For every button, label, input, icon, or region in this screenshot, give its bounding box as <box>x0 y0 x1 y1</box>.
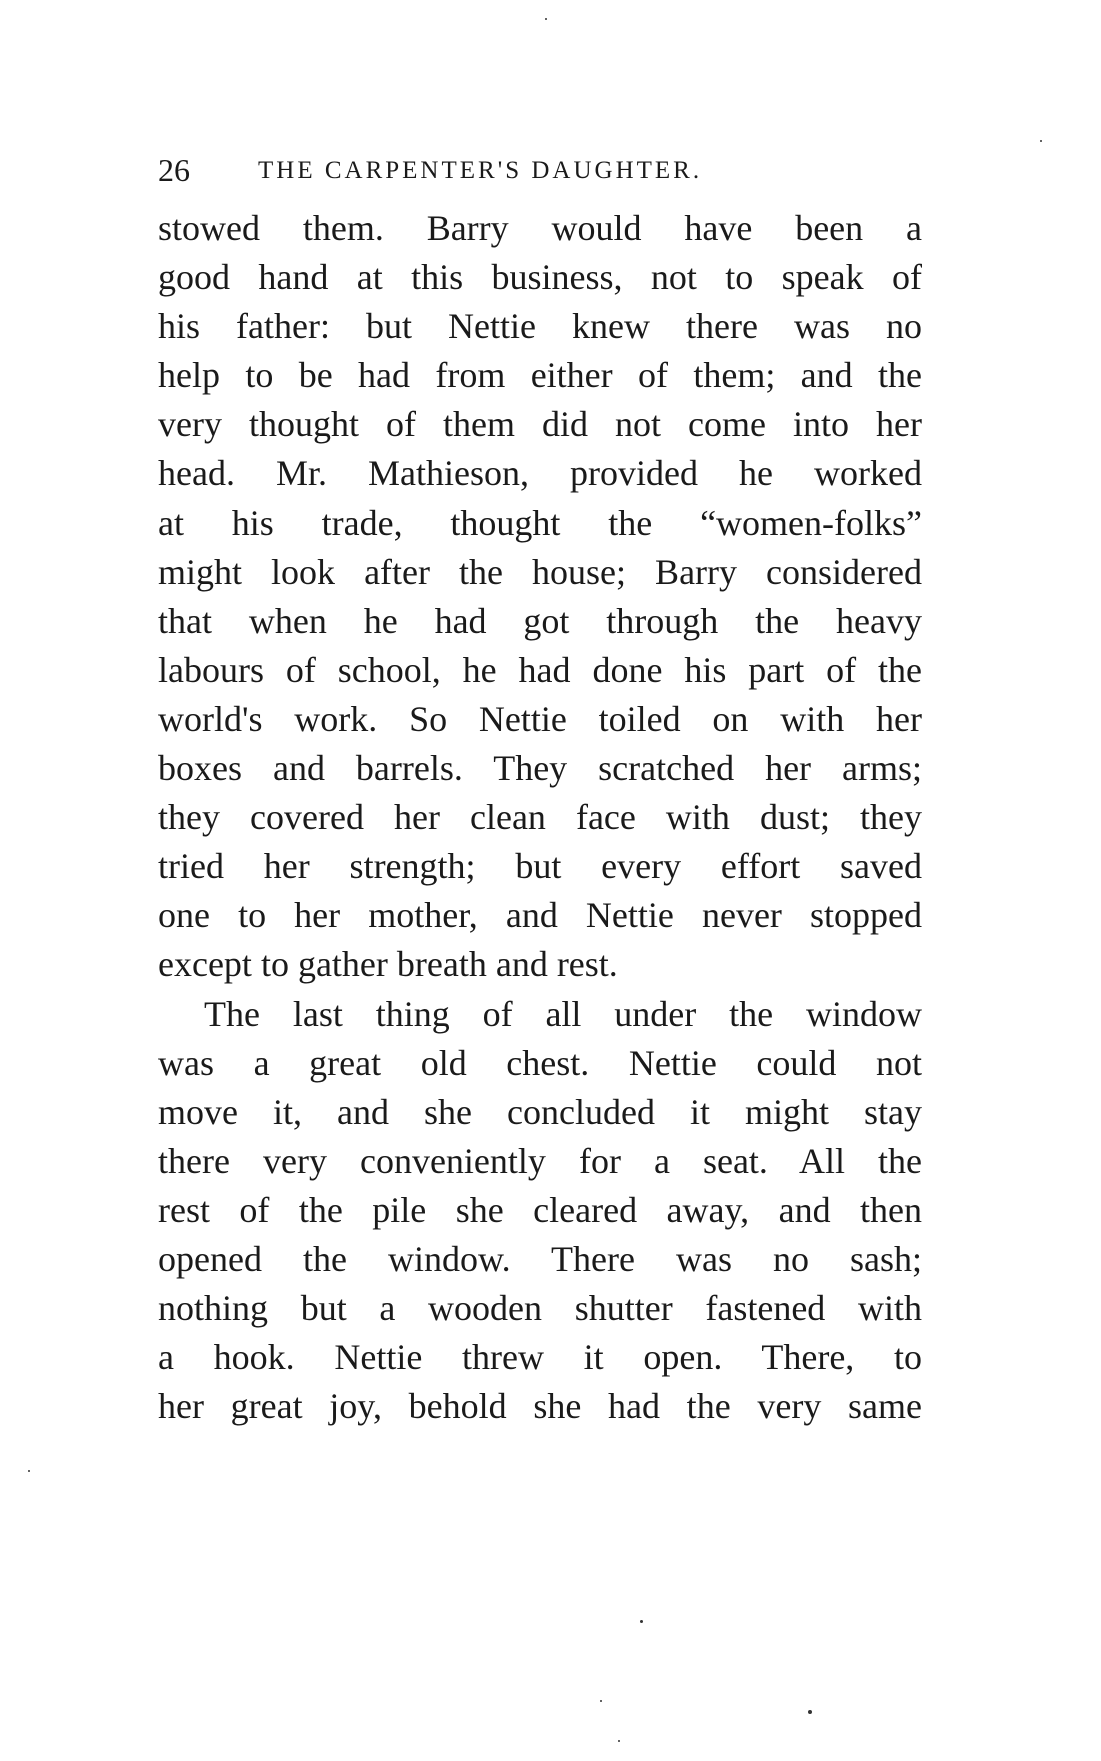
text-line: labours of school, he had done his part of the <box>158 649 922 690</box>
text-line: nothing but a wooden shutter fastened with <box>158 1288 922 1329</box>
scan-speck <box>545 18 547 20</box>
scan-speck <box>640 1620 643 1623</box>
paragraph-start-line: The last thing of all under the window <box>204 993 922 1034</box>
text-line: her great joy, behold she had the very same <box>158 1386 922 1427</box>
paragraph-end-line: except to gather breath and rest. <box>158 944 618 985</box>
text-line: boxes and barrels. They scratched her arms; <box>158 748 922 789</box>
text-line: rest of the pile she cleared away, and then <box>158 1189 922 1230</box>
body-text <box>158 204 922 1431</box>
text-line: might look after the house; Barry considered <box>158 551 922 592</box>
text-line: very thought of them did not come into her <box>158 404 922 445</box>
text-line: at his trade, thought the “women-folks” <box>158 502 922 543</box>
text-line: there very conveniently for a seat. All the <box>158 1140 922 1181</box>
text-line: that when he had got through the heavy <box>158 600 922 641</box>
text-line: his father: but Nettie knew there was no <box>158 306 922 347</box>
text-line: tried her strength; but every effort saved <box>158 846 922 887</box>
scan-speck <box>1040 140 1042 142</box>
text-line: was a great old chest. Nettie could not <box>158 1042 922 1083</box>
running-head <box>158 150 938 190</box>
text-line: opened the window. There was no sash; <box>158 1238 922 1279</box>
scan-speck <box>28 1470 30 1472</box>
text-line: good hand at this business, not to speak of <box>158 257 922 298</box>
running-title: THE CARPENTER'S DAUGHTER. <box>258 157 703 184</box>
text-line: they covered her clean face with dust; they <box>158 797 922 838</box>
text-line: a hook. Nettie threw it open. There, to <box>158 1337 922 1378</box>
text-line: move it, and she concluded it might stay <box>158 1091 922 1132</box>
scan-speck <box>808 1710 812 1714</box>
text-line: head. Mr. Mathieson, provided he worked <box>158 453 922 494</box>
text-line: stowed them. Barry would have been a <box>158 208 922 248</box>
scan-speck <box>618 1740 620 1742</box>
page-number: 26 <box>158 152 190 188</box>
text-line: world's work. So Nettie toiled on with her <box>158 698 922 739</box>
scan-speck <box>600 1700 602 1702</box>
text-line: one to her mother, and Nettie never stopped <box>158 895 922 936</box>
text-line: help to be had from either of them; and the <box>158 355 922 396</box>
